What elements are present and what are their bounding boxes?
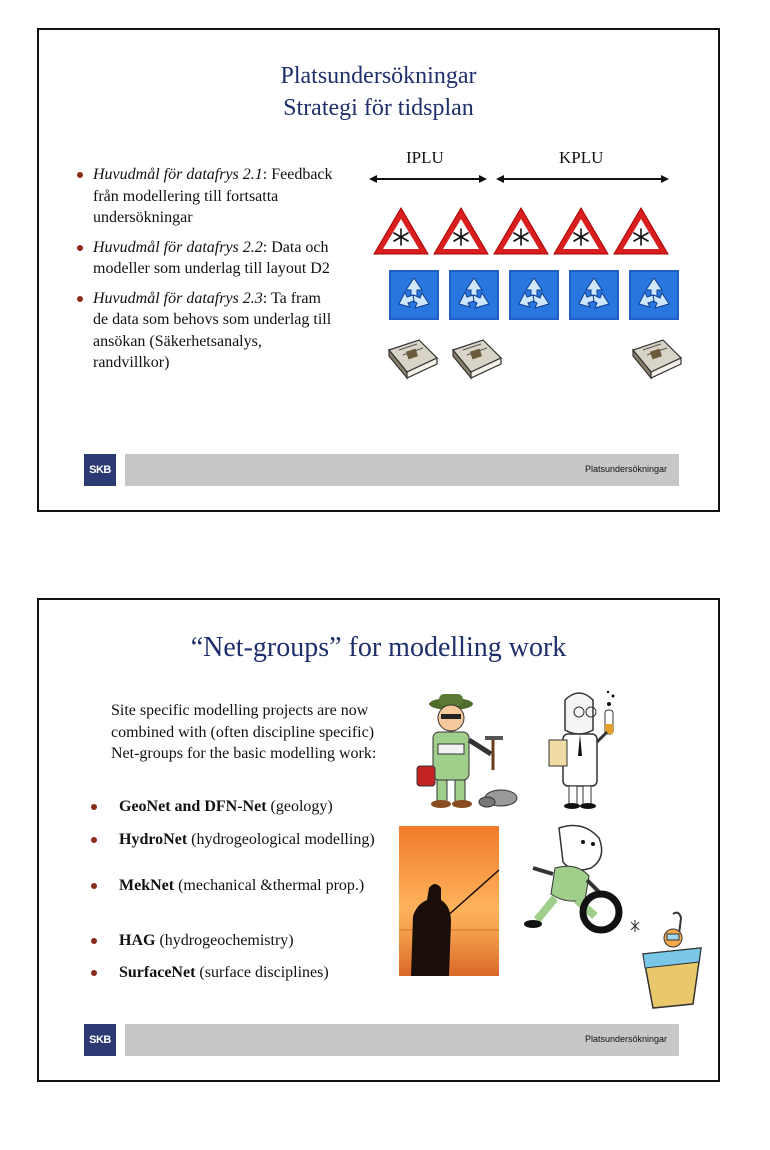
bullet-text: (hydrogeological modelling) — [187, 831, 375, 848]
snowflake-warning-icon — [614, 208, 668, 254]
bullet-text: : Ta fram de data som behovs som underlag till ansökan (Säkerhetsanalys, randvillkor) — [93, 289, 332, 371]
recycle-icon — [389, 270, 439, 320]
bullet-item — [87, 962, 407, 983]
diver-illustration — [623, 912, 713, 1012]
snowflake-warning-icon-row — [372, 206, 672, 258]
snowflake-warning-icon — [494, 208, 548, 254]
recycle-icon-row — [389, 270, 679, 320]
recycle-icon — [509, 270, 559, 320]
bullet-bold: SurfaceNet — [119, 964, 196, 981]
bullet-text: (hydrogeochemistry) — [155, 932, 294, 949]
snowflake-warning-icon — [554, 208, 608, 254]
timeline-arrows — [369, 170, 679, 190]
slide-1-title-line-1: Platsundersökningar — [280, 63, 477, 89]
bullet-text: (geology) — [266, 798, 333, 815]
bullet-item — [75, 237, 335, 280]
slide-2 — [37, 598, 720, 1082]
bullet-item — [75, 288, 335, 374]
book-icon — [633, 340, 681, 378]
slide-1-title-line-2: Strategi för tidsplan — [283, 95, 474, 121]
geologist-illustration — [411, 692, 521, 814]
slide-1-bullet-list — [75, 164, 335, 382]
footer-bar — [125, 1024, 679, 1056]
bullet-bold: GeoNet and DFN-Net — [119, 798, 267, 815]
bullet-italic: Huvudmål för datafrys 2.2 — [93, 238, 263, 256]
bullet-bold: MekNet — [119, 877, 175, 894]
bullet-bold: HydroNet — [119, 831, 188, 848]
skb-logo: SKB — [84, 1024, 116, 1056]
slide-2-title: “Net-groups” for modelling work — [190, 632, 567, 663]
slide-2-intro: Site specific modelling projects are now combined with (often discipline specific) Net-groups for the basic modelling work: — [111, 702, 377, 762]
footer-bar — [125, 454, 679, 486]
bullet-text: : Feedback från modellering till fortsatta undersökningar — [93, 166, 333, 226]
footer-text: Platsundersökningar — [584, 1034, 667, 1044]
recycle-icon — [629, 270, 679, 320]
bullet-bold: HAG — [119, 932, 156, 949]
bullet-item — [87, 796, 407, 817]
running-character-illustration — [503, 824, 633, 934]
recycle-icon — [569, 270, 619, 320]
timeline-label-iplu: IPLU — [406, 148, 444, 167]
book-icon-row — [385, 336, 685, 380]
bullet-italic: Huvudmål för datafrys 2.3 — [93, 289, 263, 307]
slide-1 — [37, 28, 720, 512]
bullet-text: : Data och modeller som underlag till layout D2 — [93, 238, 330, 277]
skb-logo: SKB — [84, 454, 116, 486]
bullet-item — [87, 930, 407, 951]
scientist-illustration — [545, 690, 635, 812]
snowflake-warning-icon — [434, 208, 488, 254]
bullet-text: (mechanical &thermal prop.) — [174, 877, 365, 894]
book-icon — [453, 340, 501, 378]
bullet-item — [87, 829, 407, 850]
snowflake-warning-icon — [374, 208, 428, 254]
timeline-label-kplu: KPLU — [559, 148, 604, 167]
bullet-italic: Huvudmål för datafrys 2.1 — [93, 166, 263, 183]
fishing-photo — [399, 826, 499, 976]
footer-text: Platsundersökningar — [584, 464, 667, 474]
book-icon — [389, 340, 437, 378]
bullet-item — [75, 164, 335, 229]
bullet-item — [87, 875, 407, 896]
slide-1-title — [39, 60, 718, 124]
bullet-text: (surface disciplines) — [195, 964, 329, 981]
recycle-icon — [449, 270, 499, 320]
